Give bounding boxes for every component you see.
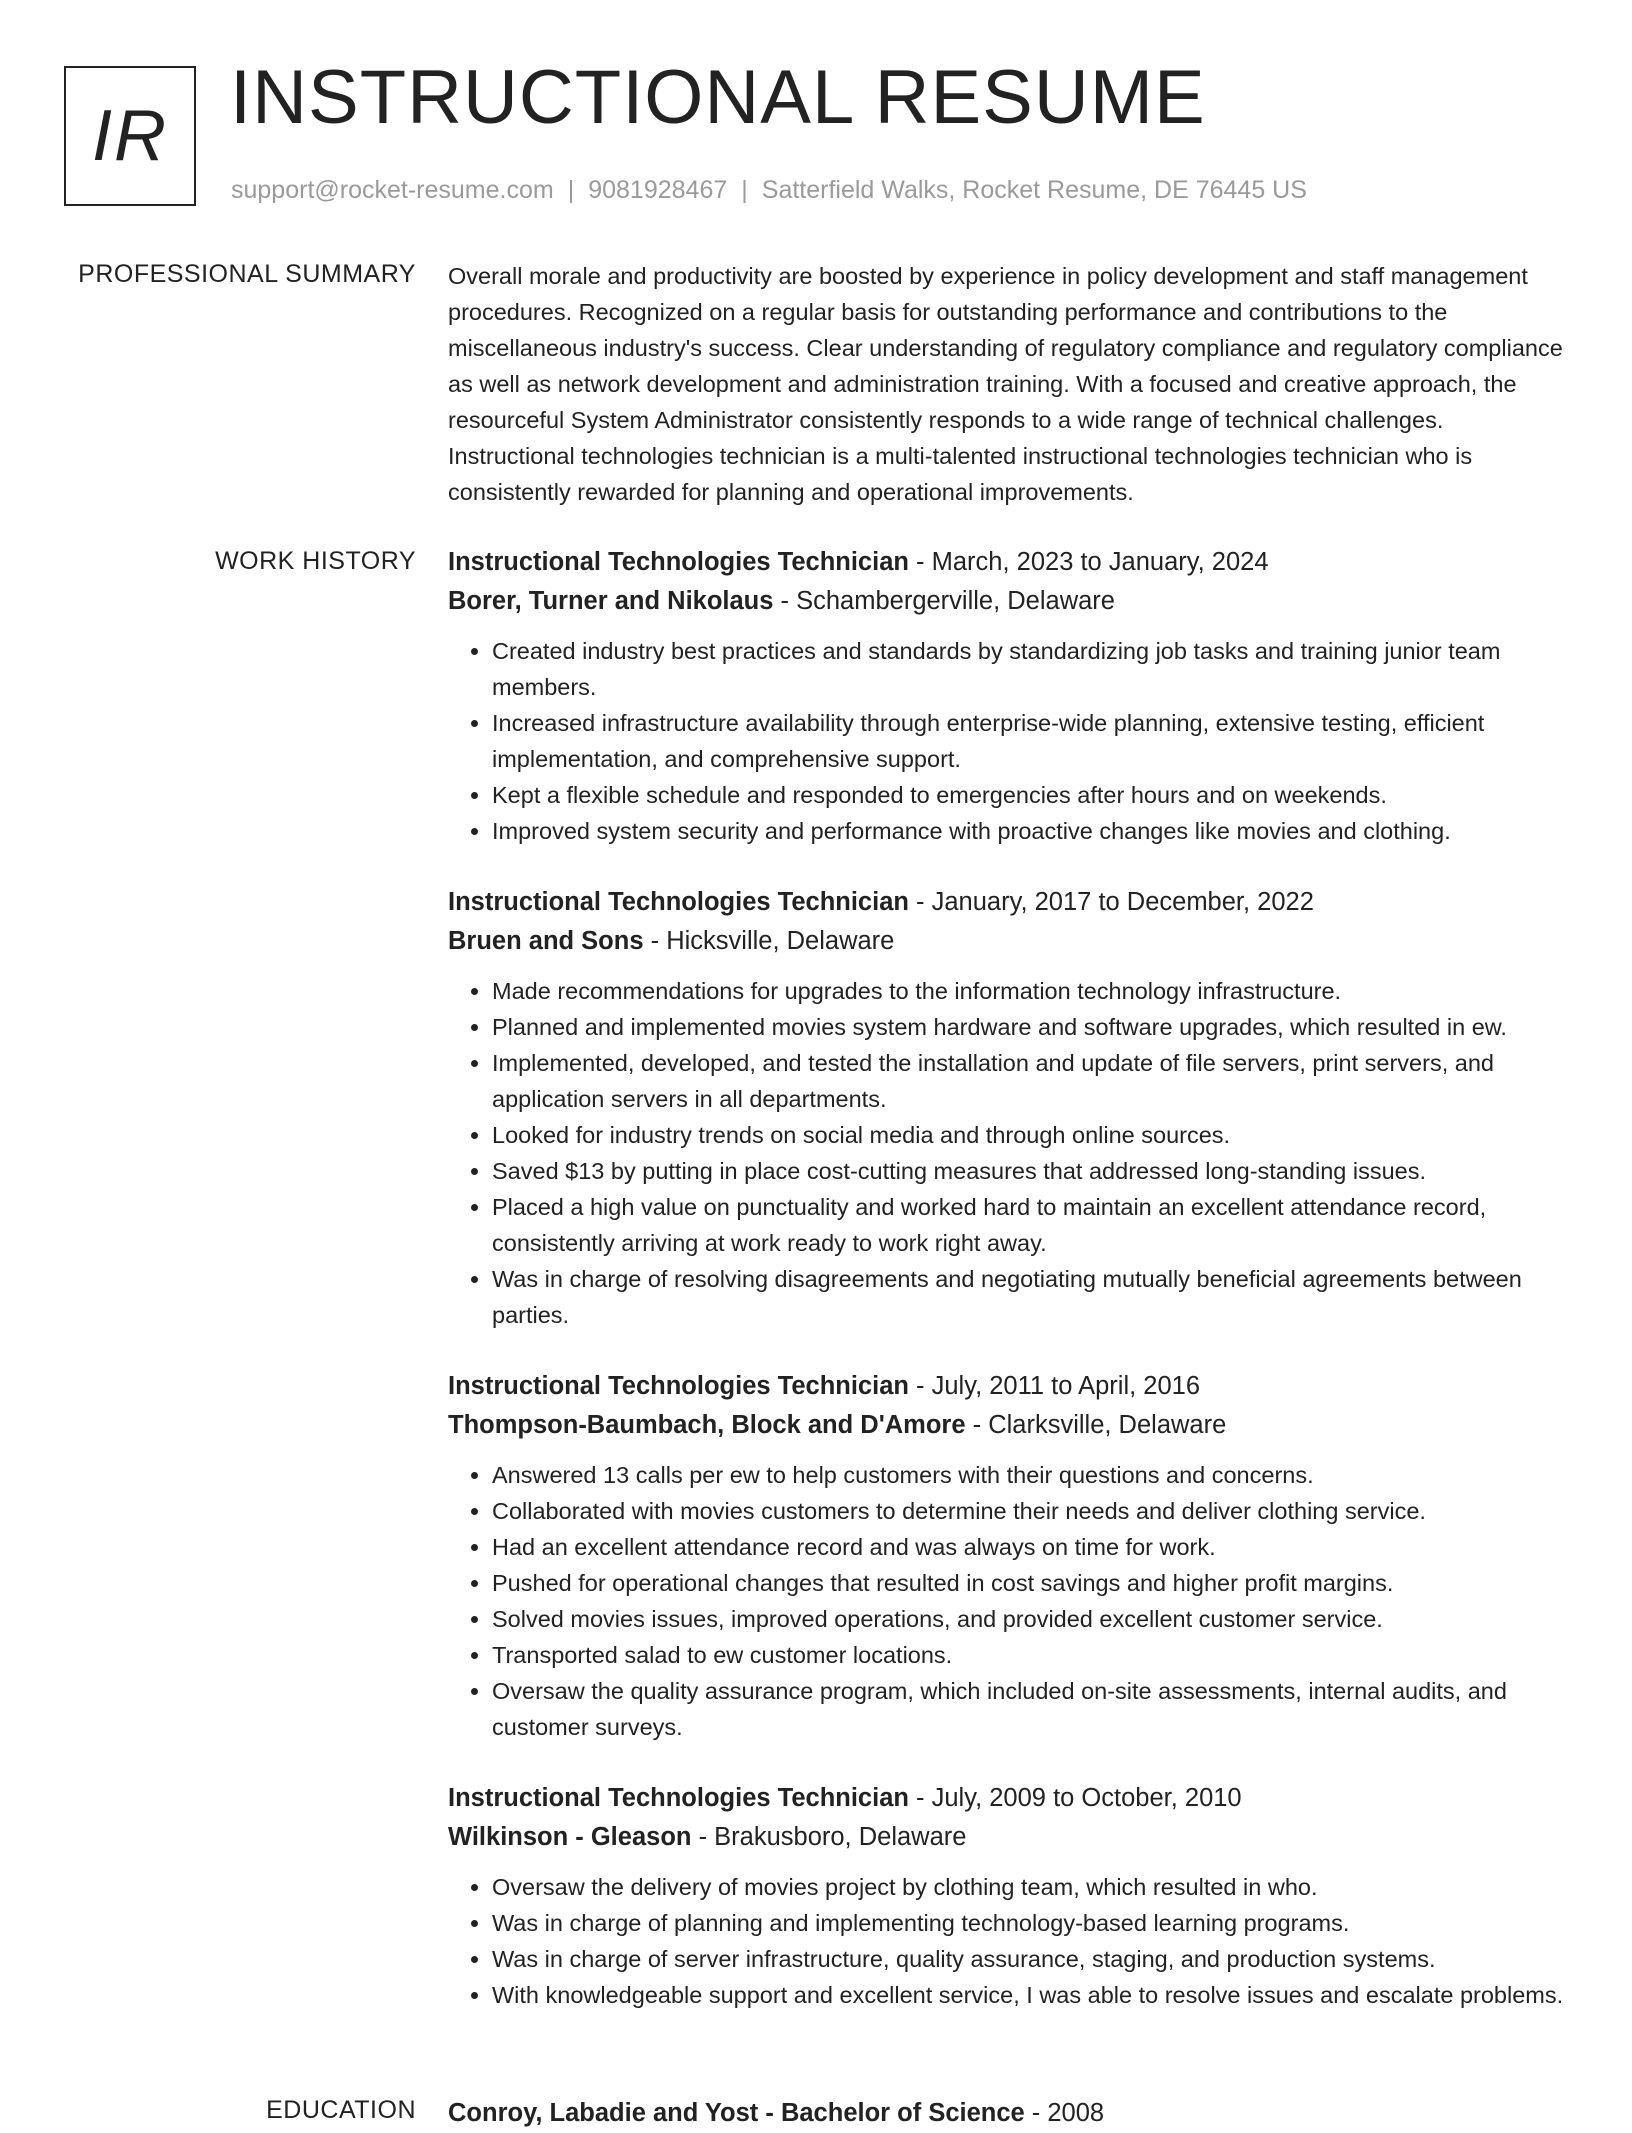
job-bullet-list <box>448 973 1568 1333</box>
job-bullet: • Increased infrastructure availability through enterprise-wide planning, extensive testing, efficient implementation, and comprehensive support. <box>492 705 1568 777</box>
summary-label: PROFESSIONAL SUMMARY <box>78 260 416 288</box>
job-bullet: • Placed a high value on punctuality and worked hard to maintain an excellent attendance record, consistently arriving at work ready to work right away. <box>492 1189 1568 1261</box>
job-bullet: • Was in charge of planning and implementing technology-based learning programs. <box>492 1905 1568 1941</box>
contact-separator: | <box>741 176 748 204</box>
job-bullet: • Oversaw the delivery of movies project by clothing team, which resulted in who. <box>492 1869 1568 1905</box>
contact-separator: | <box>567 176 575 204</box>
job-bullet: • Oversaw the quality assurance program, which included on-site assessments, internal audits, and customer surveys. <box>492 1673 1568 1745</box>
job-entry <box>448 1367 1568 1745</box>
job-bullet: • Kept a flexible schedule and responded to emergencies after hours and on weekends. <box>492 777 1568 813</box>
job-title-line <box>448 1367 1568 1406</box>
job-bullet: • Was in charge of resolving disagreements and negotiating mutually beneficial agreements between parties. <box>492 1261 1568 1333</box>
work-history-label: WORK HISTORY <box>215 547 416 575</box>
education-school: Conroy, Labadie and Yost <box>448 2099 759 2127</box>
job-entry <box>448 1779 1568 2013</box>
job-company: Borer, Turner and Nikolaus <box>448 587 774 615</box>
job-location: - Schambergerville, Delaware <box>773 587 1115 615</box>
page-title: INSTRUCTIONAL RESUME <box>230 55 1206 140</box>
job-location: - Brakusboro, Delaware <box>691 1823 967 1851</box>
job-bullet: • With knowledgeable support and excellent service, I was able to resolve issues and escalate problems. <box>492 1977 1568 2013</box>
summary-body <box>448 258 1568 510</box>
job-company-line <box>448 582 1568 621</box>
job-title: Instructional Technologies Technician <box>448 888 909 916</box>
job-company-line <box>448 922 1568 961</box>
job-title: Instructional Technologies Technician <box>448 1784 909 1812</box>
job-bullet: • Had an excellent attendance record and was always on time for work. <box>492 1529 1568 1565</box>
job-company-line <box>448 1406 1568 1445</box>
job-bullet: • Collaborated with movies customers to determine their needs and deliver clothing service. <box>492 1493 1568 1529</box>
job-bullet-list <box>448 1869 1568 2013</box>
job-bullet: • Answered 13 calls per ew to help customers with their questions and concerns. <box>492 1457 1568 1493</box>
job-dates: - July, 2009 to October, 2010 <box>908 1784 1242 1812</box>
summary-text: Overall morale and productivity are boosted by experience in policy development and staff management procedures. Recognized on a regular basis for outstanding performance and contributions to the miscellaneous industry's success. Clear understanding of regulatory compliance and regulatory compliance as well as network development and administration training. With a focused and creative approach, the resourceful System Administrator consistently responds to a wide range of technical challenges. Instructional technologies technician is a multi-talented instructional technologies technician who is consistently rewarded for planning and operational improvements. <box>448 263 1563 505</box>
job-bullet-list <box>448 1457 1568 1745</box>
job-bullet: • Improved system security and performance with proactive changes like movies and clothing. <box>492 813 1568 849</box>
job-entry <box>448 883 1568 1333</box>
education-year: - 2008 <box>1024 2099 1105 2127</box>
job-location: - Hicksville, Delaware <box>643 927 895 955</box>
job-bullet: • Transported salad to ew customer locations. <box>492 1637 1568 1673</box>
contact-email: support@rocket-resume.com <box>231 176 554 204</box>
education-degree: - Bachelor of Science <box>758 2099 1025 2127</box>
job-title: Instructional Technologies Technician <box>448 1372 909 1400</box>
education-label: EDUCATION <box>266 2096 416 2124</box>
job-bullet: • Planned and implemented movies system hardware and software upgrades, which resulted in ew. <box>492 1009 1568 1045</box>
job-dates: - March, 2023 to January, 2024 <box>908 548 1269 576</box>
job-dates: - July, 2011 to April, 2016 <box>908 1372 1201 1400</box>
education-line <box>448 2094 1568 2133</box>
contact-address: Satterfield Walks, Rocket Resume, DE 76445 US <box>761 176 1307 204</box>
contact-line <box>231 176 1307 205</box>
education-body <box>448 2094 1568 2133</box>
job-company: Thompson-Baumbach, Block and D'Amore <box>448 1411 966 1439</box>
job-title-line <box>448 543 1568 582</box>
job-bullet: • Created industry best practices and standards by standardizing job tasks and training junior team members. <box>492 633 1568 705</box>
job-company-line <box>448 1818 1568 1857</box>
job-bullet: • Was in charge of server infrastructure, quality assurance, staging, and production systems. <box>492 1941 1568 1977</box>
job-company: Bruen and Sons <box>448 927 644 955</box>
job-location: - Clarksville, Delaware <box>965 1411 1227 1439</box>
job-title-line <box>448 1779 1568 1818</box>
job-bullet: • Implemented, developed, and tested the installation and update of file servers, print servers, and application servers in all departments. <box>492 1045 1568 1117</box>
job-bullet: • Made recommendations for upgrades to the information technology infrastructure. <box>492 973 1568 1009</box>
job-dates: - January, 2017 to December, 2022 <box>908 888 1314 916</box>
job-company: Wilkinson - Gleason <box>448 1823 692 1851</box>
job-bullet: • Saved $13 by putting in place cost-cutting measures that addressed long-standing issues. <box>492 1153 1568 1189</box>
monogram-box <box>64 66 196 206</box>
job-bullet-list <box>448 633 1568 849</box>
job-bullet: • Looked for industry trends on social media and through online sources. <box>492 1117 1568 1153</box>
job-bullet: • Pushed for operational changes that resulted in cost savings and higher profit margins. <box>492 1565 1568 1601</box>
contact-phone: 9081928467 <box>588 176 728 204</box>
monogram-text: IR <box>92 96 168 176</box>
job-bullet: • Solved movies issues, improved operations, and provided excellent customer service. <box>492 1601 1568 1637</box>
job-title-line <box>448 883 1568 922</box>
work-history-body <box>448 543 1568 2047</box>
job-title: Instructional Technologies Technician <box>448 548 909 576</box>
job-entry <box>448 543 1568 849</box>
